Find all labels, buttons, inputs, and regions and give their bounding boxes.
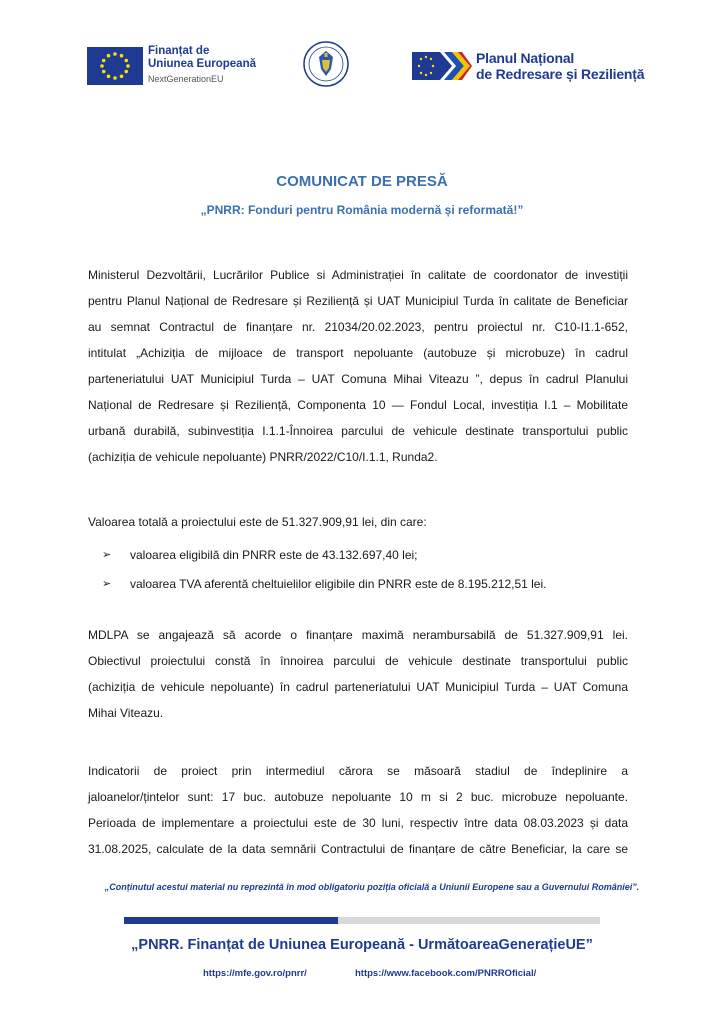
eu-flag-icon <box>87 47 143 85</box>
romanian-government-emblem-icon <box>303 41 349 87</box>
footer-slogan: „PNRR. Finanțat de Uniunea Europeană - UrmătoareaGenerațieUE” <box>131 937 593 953</box>
paragraph-line: Obiectivul proiectului constă în înnoirea parcului de vehicule destinate transportului public <box>88 654 628 668</box>
press-release-title: COMUNICAT DE PRESĂ <box>276 173 448 190</box>
list-item <box>102 570 632 599</box>
paragraph-line: 31.08.2025, calculate de la data semnării Contractului de finanțare de către Beneficiar, la care se <box>88 842 628 856</box>
arrow-bullet-icon: ➢ <box>102 578 112 590</box>
paragraph-objective <box>88 622 628 726</box>
list-item <box>102 541 632 570</box>
press-release-subtitle: „PNRR: Fonduri pentru România modernă și reformată!” <box>200 203 524 217</box>
paragraph-line: (achiziția de vehicule nepoluante) PNRR/2022/C10/I.1.1, Runda2. <box>88 450 438 464</box>
paragraph-line: Mihai Viteazu. <box>88 706 164 720</box>
paragraph-contract <box>88 262 628 470</box>
document-header <box>0 0 724 110</box>
facebook-link[interactable]: https://www.facebook.com/PNRROficial/ <box>355 968 537 979</box>
list-item-text: valoarea eligibilă din PNRR este de 43.132.697,40 lei; <box>130 548 418 562</box>
footer-divider-grey <box>338 917 600 924</box>
eu-logo-line3: NextGenerationEU <box>148 74 224 84</box>
value-breakdown-list <box>102 541 632 599</box>
list-item-text: valoarea TVA aferentă cheltuielilor eligibile din PNRR este de 8.195.212,51 lei. <box>130 577 547 591</box>
pnrr-logo-line1: Planul Național <box>476 50 575 66</box>
eu-funding-logo <box>87 45 256 86</box>
pnrr-arrow-flag-icon <box>412 50 472 82</box>
footer-disclaimer: „Conținutul acestui material nu reprezintă în mod obligatoriu poziția oficială a Uniunii Europene sau a Guvernului României”. <box>104 882 640 892</box>
pnrr-logo-line2: de Redresare și Reziliență <box>476 66 645 82</box>
mfe-link[interactable]: https://mfe.gov.ro/pnrr/ <box>203 968 307 979</box>
paragraph-line: Ministerul Dezvoltării, Lucrărilor Publice si Administrației în calitate de coordonator de investiții <box>88 268 628 282</box>
paragraph-line: intitulat „Achiziția de mijloace de transport nepoluante (autobuze și microbuze) în cadrul <box>88 346 628 360</box>
eu-logo-line1: Finanțat de <box>148 45 210 57</box>
paragraph-line: jaloanelor/țintelor sunt: 17 buc. autobuze nepoluante 10 m si 2 buc. microbuze nepoluante. <box>88 790 628 804</box>
paragraph-line: (achiziția de vehicule nepoluante) în cadrul parteneriatului UAT Municipiul Turda – UAT Comuna <box>88 680 628 694</box>
arrow-bullet-icon: ➢ <box>102 549 112 561</box>
pnrr-logo <box>412 50 644 82</box>
paragraph-line: urbană durabilă, subinvestiția I.1.1-Înnoirea parcului de vehicule destinate transportului public <box>88 424 628 438</box>
paragraph-indicators <box>88 758 628 862</box>
footer-divider <box>124 917 600 924</box>
paragraph-line: Indicatorii de proiect prin intermediul cărora se măsoară stadiul de îndeplinire a <box>88 764 628 778</box>
footer-divider-blue <box>124 917 338 924</box>
paragraph-line: Perioada de implementare a proiectului este de 30 luni, respectiv între data 08.03.2023 și data <box>88 816 628 830</box>
paragraph-line: au semnat Contractul de finanțare nr. 21034/20.02.2023, pentru proiectul nr. C10-I1.1-652, <box>88 320 628 334</box>
eu-logo-line2: Uniunea Europeană <box>148 58 256 70</box>
paragraph-total-value: Valoarea totală a proiectului este de 51.327.909,91 lei, din care: <box>88 515 427 529</box>
paragraph-line: Național de Redresare și Reziliență, Componenta 10 — Fondul Local, investiția I.1 – Mobilitate <box>88 398 628 412</box>
paragraph-line: pentru Planul Național de Redresare și Reziliență și UAT Municipiul Turda în calitate de Beneficiar <box>88 294 628 308</box>
paragraph-line: parteneriatului UAT Municipiul Turda – UAT Comuna Mihai Viteazu ”, depus în cadrul Planului <box>88 372 628 386</box>
paragraph-line: MDLPA se angajează să acorde o finanțare maximă nerambursabilă de 51.327.909,91 lei. <box>88 628 628 642</box>
